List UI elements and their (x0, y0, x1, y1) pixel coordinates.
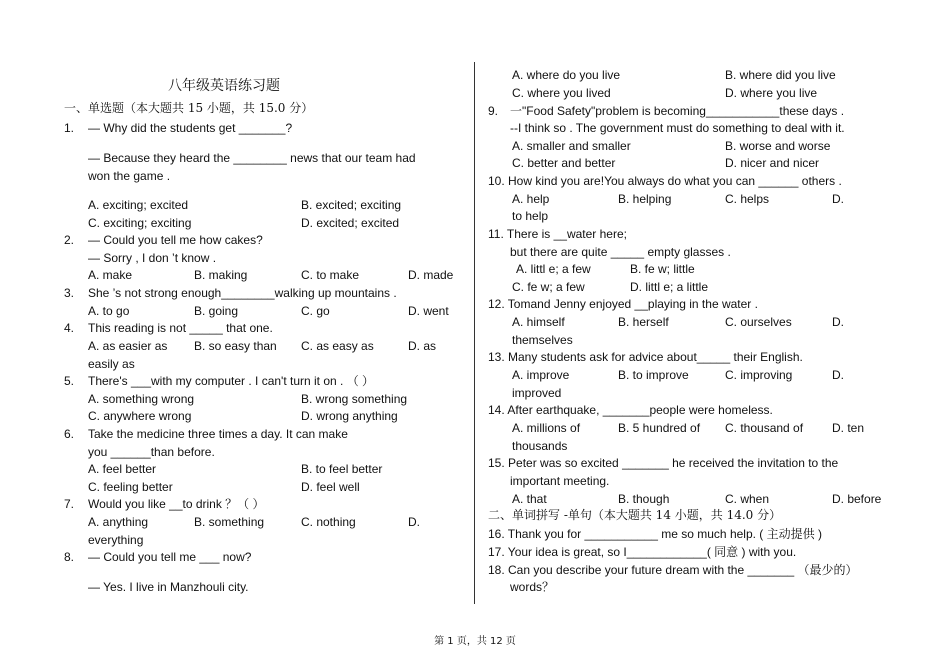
q6-option-d: D. feel well (301, 480, 360, 494)
q14-option-d: D. ten (832, 421, 865, 435)
q15-option-b: B. though (618, 492, 670, 506)
q14-option-d-cont: thousands (512, 439, 568, 453)
q7-option-d-cont: everything (88, 533, 144, 547)
q10-stem: 10. How kind you are!You always do what you can ______ others . (488, 174, 842, 188)
q1-option-d: D. excited; excited (301, 216, 400, 230)
q10-option-d-cont: to help (512, 209, 549, 223)
q8-stem: — Could you tell me ___ now? (88, 550, 252, 564)
q15-option-a: A. that (512, 492, 547, 506)
q10-option-d: D. (832, 192, 844, 206)
q4-number: 4. (64, 321, 75, 335)
q5-option-b: B. wrong something (301, 392, 408, 406)
q15-stem: 15. Peter was so excited _______ he received the invitation to the (488, 456, 839, 470)
q6-option-a: A. feel better (88, 462, 157, 476)
q5-stem: There's ___with my computer . I can't turn it on . （ ） (88, 374, 375, 388)
q1-option-b: B. excited; exciting (301, 198, 402, 212)
page-title: 八年级英语练习题 (168, 78, 280, 94)
q6-number: 6. (64, 427, 75, 441)
q13-stem: 13. Many students ask for advice about_____ their English. (488, 350, 803, 364)
q5-number: 5. (64, 374, 75, 388)
q14-option-a: A. millions of (512, 421, 581, 435)
q1-number: 1. (64, 121, 75, 135)
q2-option-a: A. make (88, 268, 133, 282)
q11-option-a: A. littl e; a few (516, 262, 591, 276)
q4-option-d-cont: easily as (88, 357, 135, 371)
q11-line2: but there are quite _____ empty glasses . (510, 245, 731, 259)
q18-line2: words？ (510, 580, 555, 594)
q14-stem: 14. After earthquake, _______people were homeless. (488, 403, 773, 417)
q13-option-d-cont: improved (512, 386, 562, 400)
q13-option-b: B. to improve (618, 368, 689, 382)
q14-option-c: C. thousand of (725, 421, 804, 435)
q5-option-c: C. anywhere wrong (88, 409, 192, 423)
q4-option-a: A. as easier as (88, 339, 168, 353)
column-divider (474, 62, 475, 604)
q18-stem: 18. Can you describe your future dream with the _______ （最少的） (488, 563, 858, 577)
q13-option-a: A. improve (512, 368, 570, 382)
q5-option-a: A. something wrong (88, 392, 195, 406)
q3-option-a: A. to go (88, 304, 130, 318)
q9-option-d: D. nicer and nicer (725, 156, 820, 170)
q12-option-a: A. himself (512, 315, 565, 329)
q6-stem: Take the medicine three times a day. It can make (88, 427, 348, 441)
q7-option-d: D. (408, 515, 420, 529)
q4-stem: This reading is not _____ that one. (88, 321, 273, 335)
q13-option-c: C. improving (725, 368, 793, 382)
q7-option-b: B. something (194, 515, 265, 529)
q7-number: 7. (64, 497, 75, 511)
q2-option-d: D. made (408, 268, 454, 282)
q12-option-d-cont: themselves (512, 333, 573, 347)
q5-option-d: D. wrong anything (301, 409, 398, 423)
q1-stem: — Why did the students get _______? (88, 121, 293, 135)
q15-option-c: C. when (725, 492, 770, 506)
q9-option-a: A. smaller and smaller (512, 139, 631, 153)
q2-option-c: C. to make (301, 268, 360, 282)
q8-number: 8. (64, 550, 75, 564)
q6-option-c: C. feeling better (88, 480, 173, 494)
q1-line2: — Because they heard the ________ news that our team had (88, 151, 416, 165)
q7-option-a: A. anything (88, 515, 149, 529)
q15-line2: important meeting. (510, 474, 610, 488)
q16-stem: 16. Thank you for ___________ me so much help. ( 主动提供 ) (488, 527, 822, 541)
q1-line3: won the game . (88, 169, 171, 183)
q14-option-b: B. 5 hundred of (618, 421, 701, 435)
q8-line2: — Yes. I live in Manzhouli city. (88, 580, 249, 594)
q4-option-b: B. so easy than (194, 339, 277, 353)
q8-option-b: B. where did you live (725, 68, 836, 82)
q9-option-c: C. better and better (512, 156, 616, 170)
q9-option-b: B. worse and worse (725, 139, 831, 153)
q12-stem: 12. Tomand Jenny enjoyed __playing in the water . (488, 297, 758, 311)
q10-option-b: B. helping (618, 192, 672, 206)
q4-option-d: D. as (408, 339, 437, 353)
q2-number: 2. (64, 233, 75, 247)
q3-option-b: B. going (194, 304, 239, 318)
q10-option-a: A. help (512, 192, 550, 206)
section-heading-spelling: 二、单词拼写 -单句（本大题共 14 小题，共 14.0 分） (488, 508, 782, 522)
q4-option-c: C. as easy as (301, 339, 374, 353)
q3-number: 3. (64, 286, 75, 300)
q15-option-d: D. before (832, 492, 882, 506)
q8-option-d: D. where you live (725, 86, 818, 100)
q9-line2: --I think so . The government must do something to deal with it. (510, 121, 845, 135)
q3-option-c: C. go (301, 304, 330, 318)
page-footer: 第 1 页，共 12 页 (434, 636, 516, 647)
q1-option-c: C. exciting; exciting (88, 216, 192, 230)
q8-option-c: C. where you lived (512, 86, 611, 100)
q1-option-a: A. exciting; excited (88, 198, 189, 212)
q10-option-c: C. helps (725, 192, 770, 206)
q12-option-b: B. herself (618, 315, 669, 329)
q7-option-c: C. nothing (301, 515, 356, 529)
q7-stem: Would you like __to drink ？（ ） (88, 497, 265, 511)
q11-option-c: C. fe w; a few (512, 280, 585, 294)
q13-option-d: D. (832, 368, 844, 382)
q6-line2: you ______than before. (88, 445, 215, 459)
q11-stem: 11. There is __water here; (488, 227, 627, 241)
q9-stem: 一"Food Safety"problem is becoming___________these days . (510, 104, 845, 118)
q6-option-b: B. to feel better (301, 462, 383, 476)
q2-option-b: B. making (194, 268, 248, 282)
q9-number: 9. (488, 104, 499, 118)
q12-option-d: D. (832, 315, 844, 329)
section-heading-single-choice: 一、单选题（本大题共 15 小题，共 15.0 分） (64, 101, 314, 115)
q8-option-a: A. where do you live (512, 68, 621, 82)
q17-stem: 17. Your idea is great, so I____________( 同意 ) with you. (488, 545, 797, 559)
q3-stem: She ’s not strong enough________walking up mountains . (88, 286, 397, 300)
q2-stem: — Could you tell me how cakes? (88, 233, 263, 247)
q12-option-c: C. ourselves (725, 315, 792, 329)
q2-line2: — Sorry , I don ’t know . (88, 251, 217, 265)
q11-option-d: D. littl e; a little (630, 280, 709, 294)
q3-option-d: D. went (408, 304, 449, 318)
q11-option-b: B. fe w; little (630, 262, 695, 276)
